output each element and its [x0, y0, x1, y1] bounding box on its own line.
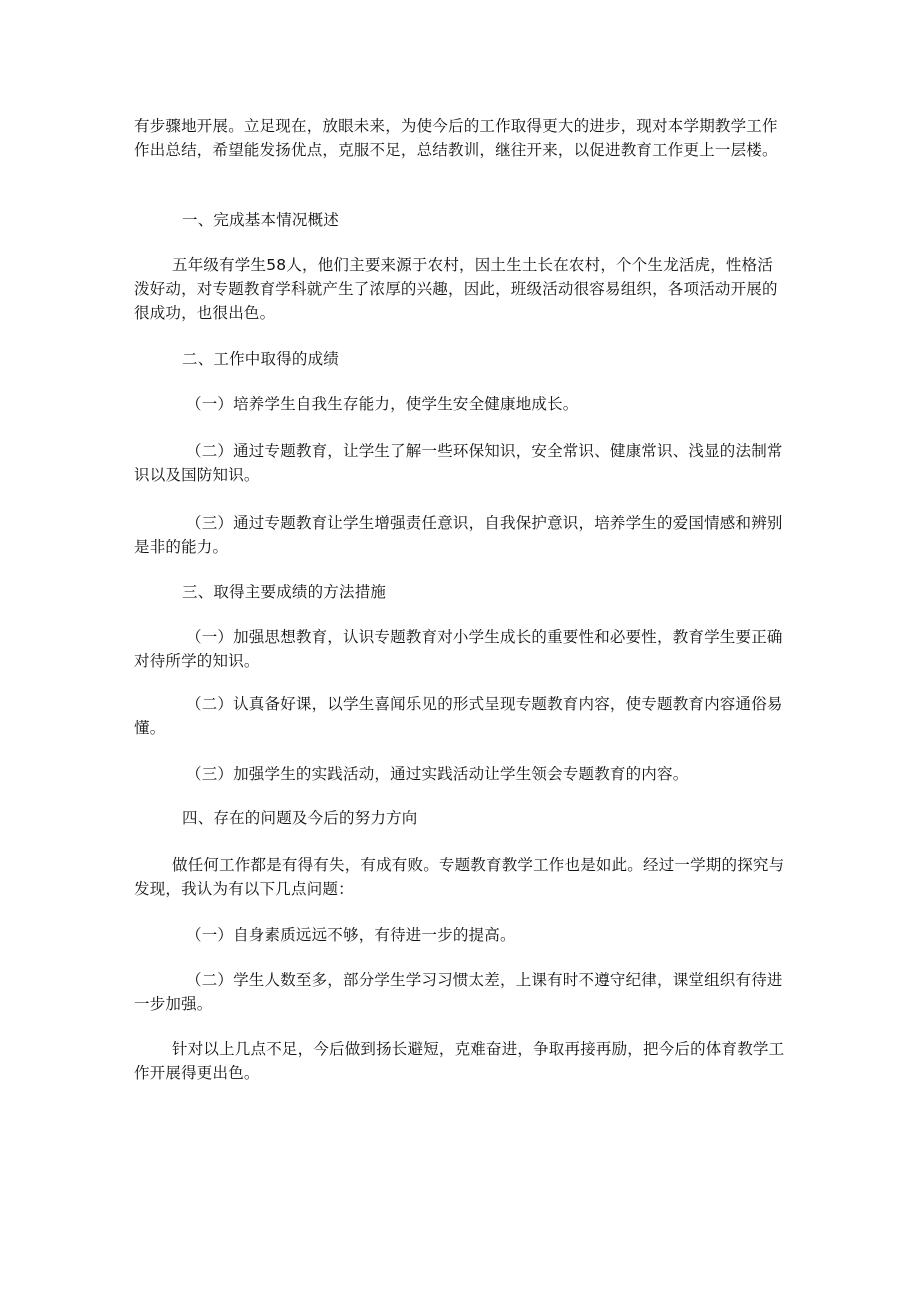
- method-item-3: （三）加强学生的实践活动，通过实践活动让学生领会专题教育的内容。: [186, 765, 689, 783]
- problem-item-1: （一）自身素质远远不够，有待进一步的提高。: [186, 926, 516, 944]
- achievement-item-3: （三）通过专题教育让学生增强责任意识，自我保护意识，培养学生的爱国情感和辨别是非的能力。: [134, 514, 783, 556]
- achievement-item-2: （二）通过专题教育，让学生了解一些环保知识，安全常识、健康常识、浅显的法制常识以及国防知识。: [134, 442, 783, 484]
- paragraph-student-overview: 五年级有学生58人，他们主要来源于农村，因土生土长在农村，个个生龙活虎，性格活泼好动，对专题教育学科就产生了浓厚的兴趣，因此，班级活动很容易组织，各项活动开展的很成功，也很出色。: [134, 256, 778, 322]
- intro-paragraph: 有步骤地开展。立足现在，放眼未来，为使今后的工作取得更大的进步，现对本学期教学工作作出总结，希望能发扬优点，克服不足，总结教训，继往开来，以促进教育工作更上一层楼。: [134, 117, 778, 159]
- section-heading-4: 四、存在的问题及今后的努力方向: [182, 809, 418, 827]
- achievement-item-1: （一）培养学生自我生存能力，使学生安全健康地成长。: [186, 395, 579, 413]
- method-item-1: （一）加强思想教育，认识专题教育对小学生成长的重要性和必要性，教育学生要正确对待所学的知识。: [134, 628, 783, 670]
- paragraph-problems-intro: 做任何工作都是有得有失，有成有败。专题教育教学工作也是如此。经过一学期的探究与发现，我认为有以下几点问题：: [134, 856, 785, 898]
- section-heading-1: 一、完成基本情况概述: [182, 211, 340, 229]
- closing-paragraph: 针对以上几点不足，今后做到扬长避短，克难奋进，争取再接再励，把今后的体育教学工作开展得更出色。: [134, 1040, 785, 1082]
- problem-item-2: （二）学生人数至多，部分学生学习习惯太差，上课有时不遵守纪律，课堂组织有待进一步加强。: [134, 971, 783, 1013]
- method-item-2: （二）认真备好课，以学生喜闻乐见的形式呈现专题教育内容，使专题教育内容通俗易懂。: [134, 695, 783, 737]
- section-heading-3: 三、取得主要成绩的方法措施: [182, 583, 387, 601]
- section-heading-2: 二、工作中取得的成绩: [182, 350, 340, 368]
